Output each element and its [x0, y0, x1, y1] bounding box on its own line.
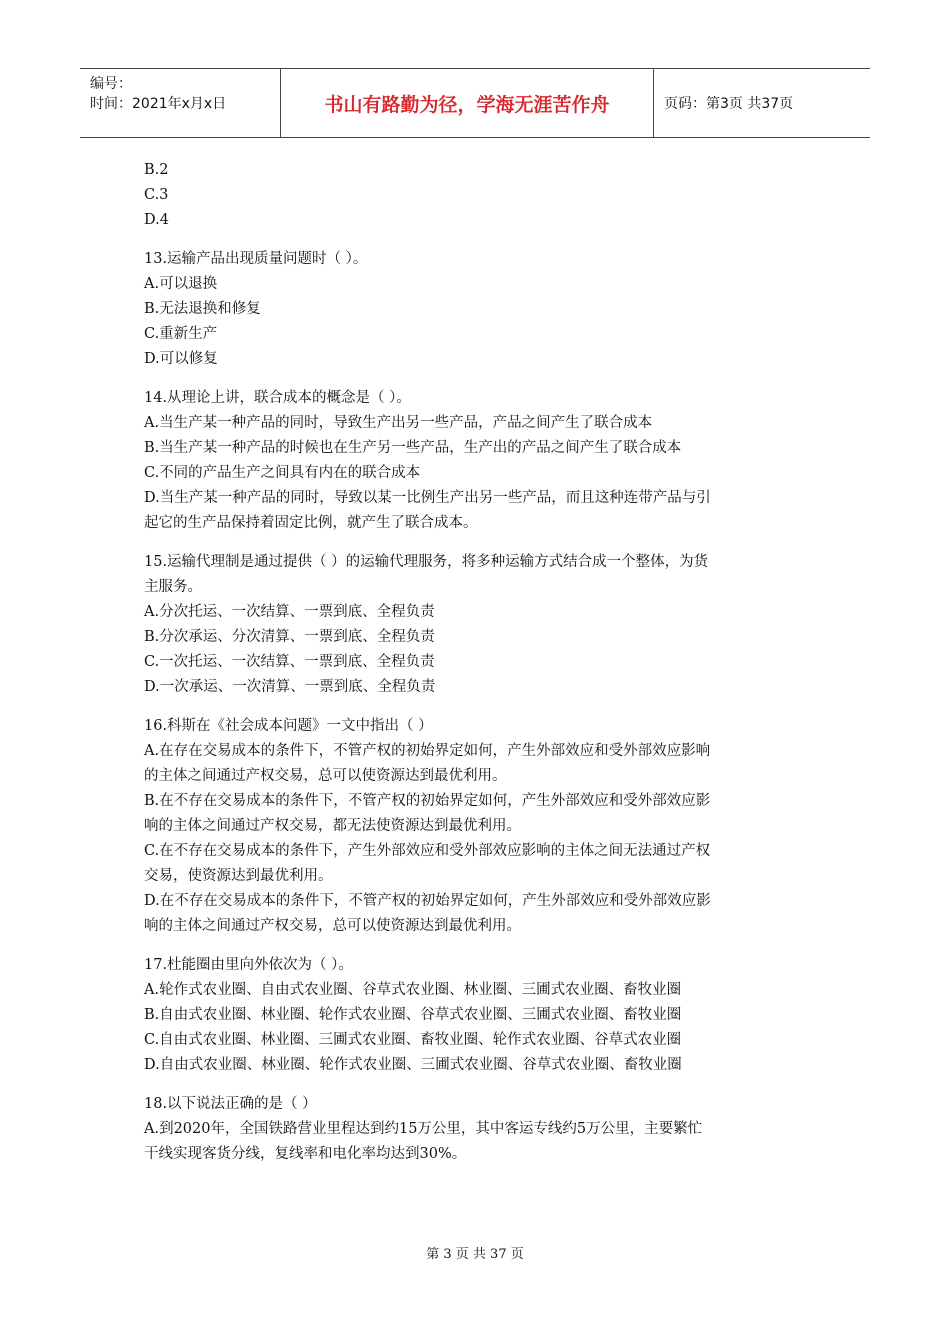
document-body: [144, 158, 804, 1167]
text-line: 15.运输代理制是通过提供（ ）的运输代理服务，将多种运输方式结合成一个整体，为货: [144, 554, 709, 570]
text-line: A.分次托运、一次结算、一票到底、全程负责: [144, 604, 435, 620]
text-line: 13.运输产品出现质量问题时（ ）。: [144, 251, 368, 267]
page-footer: 第 3 页 共 37 页: [426, 1247, 524, 1262]
paragraph-gap: [144, 233, 804, 247]
text-line: C.重新生产: [144, 326, 218, 342]
text-line: 14.从理论上讲，联合成本的概念是（ ）。: [144, 390, 411, 406]
text-line: B.分次承运、分次清算、一票到底、全程负责: [144, 629, 435, 645]
text-line: A.可以退换: [144, 276, 218, 292]
motto: 书山有路勤为径，学海无涯苦作舟: [281, 69, 654, 137]
header-left-cell: [80, 69, 281, 137]
page-info: 页码：第3页 共37页: [664, 96, 794, 112]
text-line: 响的主体之间通过产权交易，总可以使资源达到最优利用。: [144, 918, 521, 934]
text-line: B.无法退换和修复: [144, 301, 261, 317]
paragraph-gap: [144, 700, 804, 714]
text-line: D.自由式农业圈、林业圈、轮作式农业圈、三圃式农业圈、谷草式农业圈、畜牧业圈: [144, 1057, 682, 1073]
text-line: A.当生产某一种产品的同时，导致生产出另一些产品，产品之间产生了联合成本: [144, 415, 653, 431]
serial-label: 编号：: [90, 76, 132, 92]
text-line: B.自由式农业圈、林业圈、轮作式农业圈、谷草式农业圈、三圃式农业圈、畜牧业圈: [144, 1007, 682, 1023]
text-line: A.轮作式农业圈、自由式农业圈、谷草式农业圈、林业圈、三圃式农业圈、畜牧业圈: [144, 982, 682, 998]
text-line: 起它的生产品保持着固定比例，就产生了联合成本。: [144, 515, 478, 531]
text-line: B.2: [144, 162, 169, 178]
text-line: 响的主体之间通过产权交易，都无法使资源达到最优利用。: [144, 818, 521, 834]
text-line: C.一次托运、一次结算、一票到底、全程负责: [144, 654, 435, 670]
paragraph-gap: [144, 939, 804, 953]
text-line: 16.科斯在《社会成本问题》一文中指出（ ）: [144, 718, 433, 734]
date-label: 时间：2021年x月x日: [90, 96, 227, 112]
text-line: D.可以修复: [144, 351, 218, 367]
text-line: C.不同的产品生产之间具有内在的联合成本: [144, 465, 421, 481]
text-line: 主服务。: [144, 579, 202, 595]
text-line: 18.以下说法正确的是（ ）: [144, 1096, 317, 1112]
text-line: C.自由式农业圈、林业圈、三圃式农业圈、畜牧业圈、轮作式农业圈、谷草式农业圈: [144, 1032, 682, 1048]
text-line: C.3: [144, 187, 169, 203]
text-line: A.到2020年，全国铁路营业里程达到约15万公里，其中客运专线约5万公里，主要繁忙: [144, 1121, 703, 1137]
text-line: 干线实现客货分线，复线率和电化率均达到30%。: [144, 1146, 467, 1162]
text-line: 交易，使资源达到最优利用。: [144, 868, 333, 884]
text-line: 17.杜能圈由里向外依次为（ ）。: [144, 957, 353, 973]
text-line: D.一次承运、一次清算、一票到底、全程负责: [144, 679, 436, 695]
text-line: B.在不存在交易成本的条件下，不管产权的初始界定如何，产生外部效应和受外部效应影: [144, 793, 711, 809]
paragraph-gap: [144, 372, 804, 386]
text-line: D.4: [144, 212, 169, 228]
paragraph-gap: [144, 1078, 804, 1092]
page-header: [80, 68, 870, 138]
text-line: D.在不存在交易成本的条件下，不管产权的初始界定如何，产生外部效应和受外部效应影: [144, 893, 711, 909]
paragraph-gap: [144, 536, 804, 550]
text-line: B.当生产某一种产品的时候也在生产另一些产品，生产出的产品之间产生了联合成本: [144, 440, 682, 456]
text-line: A.在存在交易成本的条件下，不管产权的初始界定如何，产生外部效应和受外部效应影响: [144, 743, 711, 759]
text-line: C.在不存在交易成本的条件下，产生外部效应和受外部效应影响的主体之间无法通过产权: [144, 843, 711, 859]
text-line: D.当生产某一种产品的同时，导致以某一比例生产出另一些产品，而且这种连带产品与引: [144, 490, 711, 506]
text-line: 的主体之间通过产权交易，总可以使资源达到最优利用。: [144, 768, 507, 784]
